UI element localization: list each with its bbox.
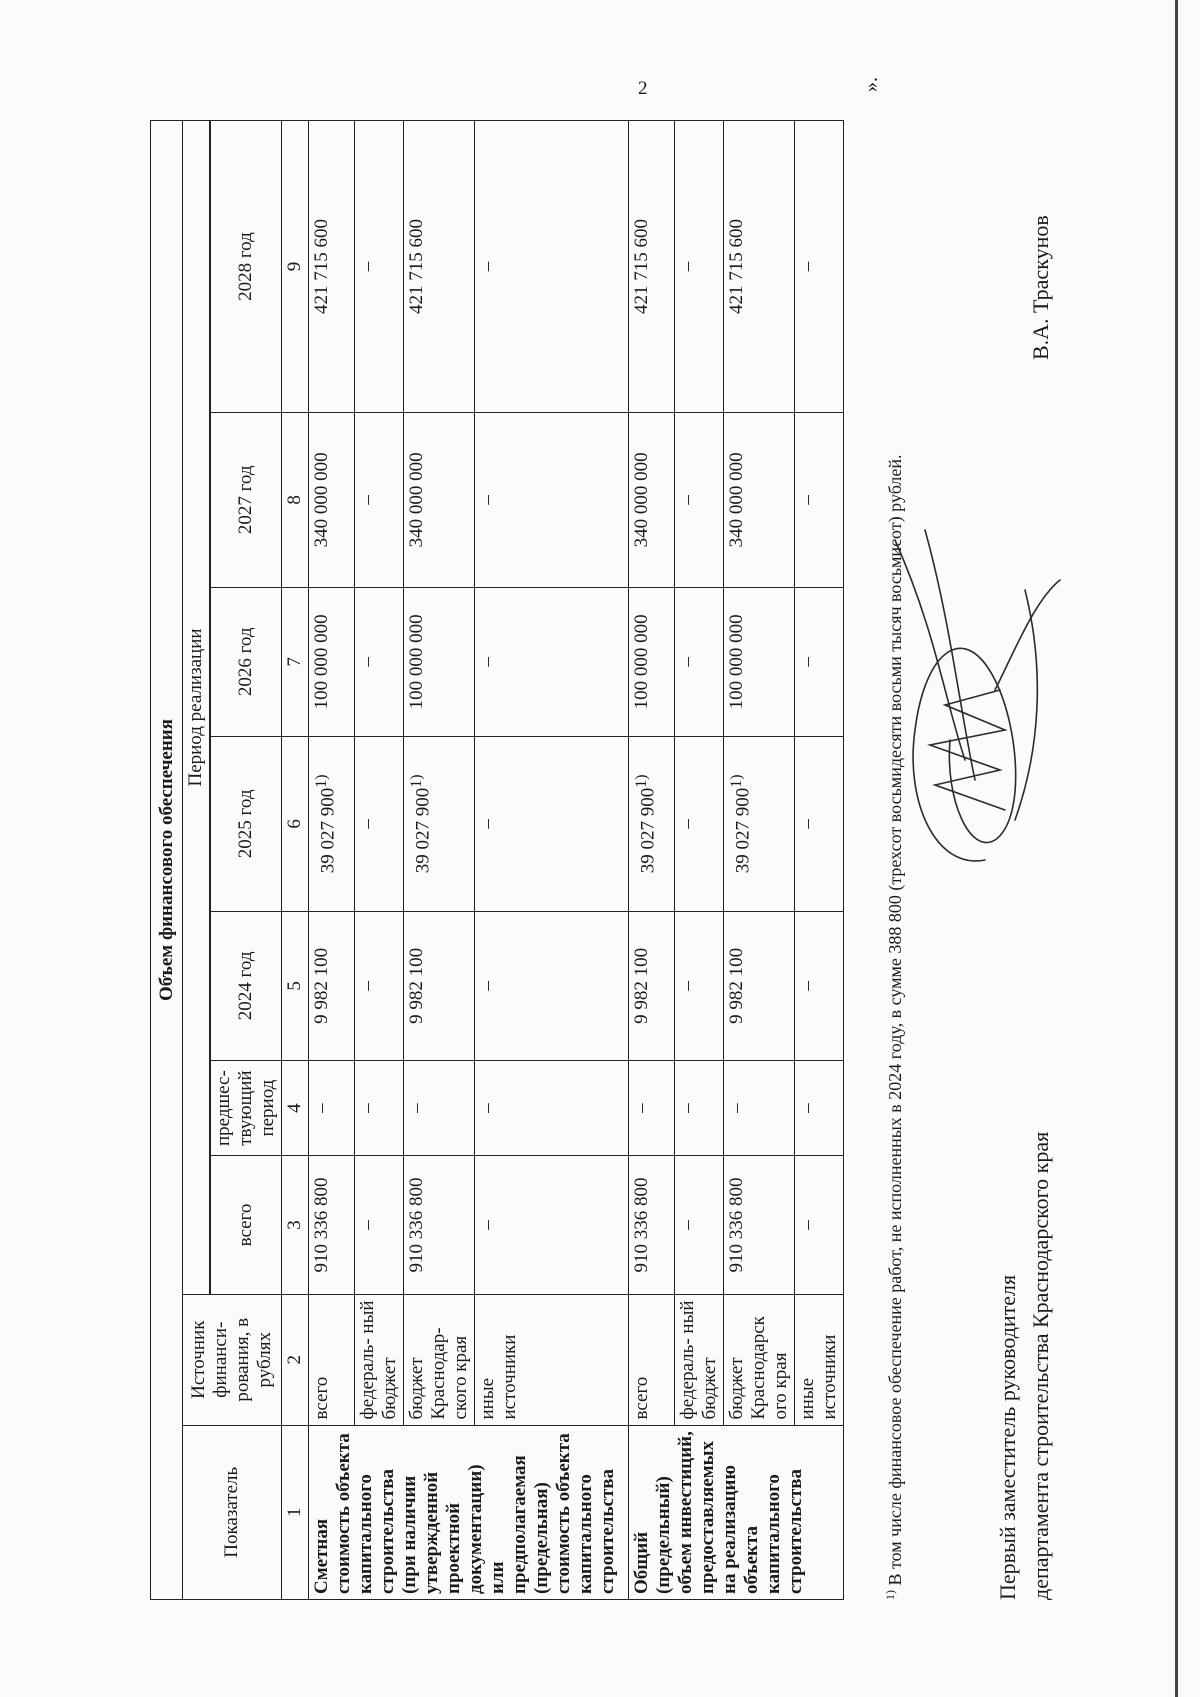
value-cell: 100 000 000 (404, 587, 475, 737)
col-number: 2 (282, 1294, 309, 1425)
value-cell: 340 000 000 (629, 413, 675, 587)
value-cell: 100 000 000 (724, 587, 795, 737)
value-cell: – (675, 911, 724, 1061)
footnote-ref: 1) (408, 774, 425, 788)
page-number: 2 (638, 78, 648, 99)
col-number: 4 (282, 1061, 309, 1156)
header-indicator: Показатель (183, 1425, 282, 1599)
value-cell: – (475, 587, 629, 737)
value-cell: – (475, 413, 629, 587)
header-period: Период реализации (183, 121, 210, 1295)
header-year-2027: 2027 год (211, 413, 282, 587)
value-cell: – (795, 121, 844, 413)
rotated-content (150, 77, 1080, 1600)
source-cell: иные источники (795, 1294, 844, 1425)
value-cell: 910 336 800 (724, 1156, 795, 1295)
value-cell: – (475, 1061, 629, 1156)
value-cell: – (724, 1061, 795, 1156)
value-cell: – (675, 737, 724, 911)
value-cell: – (675, 587, 724, 737)
value-cell: – (355, 587, 404, 737)
value-cell: – (795, 413, 844, 587)
footnote-ref: 1) (633, 774, 650, 788)
value-cell: – (675, 413, 724, 587)
value-cell: – (355, 121, 404, 413)
value-cell: 340 000 000 (404, 413, 475, 587)
value-cell: 340 000 000 (309, 413, 355, 587)
header-source: Источник финанси- рования, в рублях (183, 1294, 282, 1425)
value-cell: – (475, 737, 629, 911)
value-text: 39 027 900 (637, 787, 659, 874)
table-row (675, 121, 724, 1600)
value-cell: 100 000 000 (309, 587, 355, 737)
table-row (795, 121, 844, 1600)
signatory-title-line1: Первый заместитель руководителя (995, 1274, 1020, 1600)
value-cell: 421 715 600 (724, 121, 795, 413)
value-cell: – (355, 1061, 404, 1156)
value-cell: – (675, 1156, 724, 1295)
closing-quote: ». (860, 77, 882, 92)
value-cell (724, 737, 795, 911)
value-cell: 9 982 100 (724, 911, 795, 1061)
source-cell: федераль- ный бюджет (675, 1294, 724, 1425)
value-cell: – (675, 121, 724, 413)
source-cell: всего (629, 1294, 675, 1425)
value-cell: – (795, 1061, 844, 1156)
header-year-2026: 2026 год (211, 587, 282, 737)
value-cell: – (629, 1061, 675, 1156)
signatory-name: В.А. Траскунов (1028, 215, 1053, 360)
value-cell: 421 715 600 (309, 121, 355, 413)
table-row (404, 121, 475, 1600)
financing-table (150, 120, 844, 1600)
source-cell: бюджет Краснодарск ого края (724, 1294, 795, 1425)
value-cell: – (475, 911, 629, 1061)
source-cell: иные источники (475, 1294, 629, 1425)
value-cell: 100 000 000 (629, 587, 675, 737)
value-cell: 421 715 600 (404, 121, 475, 413)
handwritten-signature (875, 520, 1075, 880)
header-previous: предшес- твующий период (211, 1061, 282, 1156)
header-year-2028: 2028 год (211, 121, 282, 413)
value-cell: – (355, 737, 404, 911)
source-cell: бюджет Краснодар- ского края (404, 1294, 475, 1425)
table-row (724, 121, 795, 1600)
value-text: 39 027 900 (317, 787, 339, 874)
value-cell: 9 982 100 (404, 911, 475, 1061)
value-cell: – (795, 1156, 844, 1295)
value-cell: – (355, 911, 404, 1061)
indicator-estimated-cost: Сметная стоимость объекта капитального строительства (при наличии утвержденной проектной документации) или предполагаемая (предельная) стоимость объекта капитального строительства (309, 1425, 629, 1599)
value-cell: – (404, 1061, 475, 1156)
value-cell: 340 000 000 (724, 413, 795, 587)
value-text: 39 027 900 (412, 787, 434, 874)
value-cell: 910 336 800 (309, 1156, 355, 1295)
table-row (309, 121, 355, 1600)
col-number: 7 (282, 587, 309, 737)
value-cell: – (795, 587, 844, 737)
value-cell: – (475, 1156, 629, 1295)
col-number: 3 (282, 1156, 309, 1295)
footnote-text: В том числе финансовое обеспечение работ, не исполненных в 2024 году, в сумме 388 800 (трехсот восьмидесяти восьми тысяч восьмисот) рублей. (885, 454, 905, 1586)
source-cell: федераль- ный бюджет (355, 1294, 404, 1425)
value-cell: 9 982 100 (629, 911, 675, 1061)
value-cell: 9 982 100 (309, 911, 355, 1061)
footnote-ref: 1) (728, 774, 745, 788)
value-cell: – (795, 737, 844, 911)
value-cell: – (355, 1156, 404, 1295)
value-cell (404, 737, 475, 911)
value-cell: – (795, 911, 844, 1061)
table-row (355, 121, 404, 1600)
value-cell: – (475, 121, 629, 413)
value-cell (629, 737, 675, 911)
col-number: 6 (282, 737, 309, 911)
page-edge-shadow (1175, 0, 1178, 1697)
footnote-mark: 1) (883, 1590, 897, 1600)
signatory-title-line2: департамента строительства Краснодарского края (1028, 1131, 1053, 1600)
value-cell (309, 737, 355, 911)
header-year-2025: 2025 год (211, 737, 282, 911)
value-cell: – (355, 413, 404, 587)
value-cell: – (675, 1061, 724, 1156)
table-row (475, 121, 629, 1600)
footnote-ref: 1) (313, 774, 330, 788)
table-title: Объем финансового обеспечения (151, 121, 183, 1600)
value-text: 39 027 900 (732, 787, 754, 874)
header-total: всего (211, 1156, 282, 1295)
value-cell: – (309, 1061, 355, 1156)
header-year-2024: 2024 год (211, 911, 282, 1061)
col-number: 8 (282, 413, 309, 587)
source-cell: всего (309, 1294, 355, 1425)
col-number: 5 (282, 911, 309, 1061)
indicator-total-investment: Общий (предельный) объем инвестиций, предоставляемых на реализацию объекта капитального строительства (629, 1425, 844, 1599)
value-cell: 910 336 800 (404, 1156, 475, 1295)
col-number: 1 (282, 1425, 309, 1599)
value-cell: 421 715 600 (629, 121, 675, 413)
value-cell: 910 336 800 (629, 1156, 675, 1295)
table-row (629, 121, 675, 1600)
col-number: 9 (282, 121, 309, 413)
